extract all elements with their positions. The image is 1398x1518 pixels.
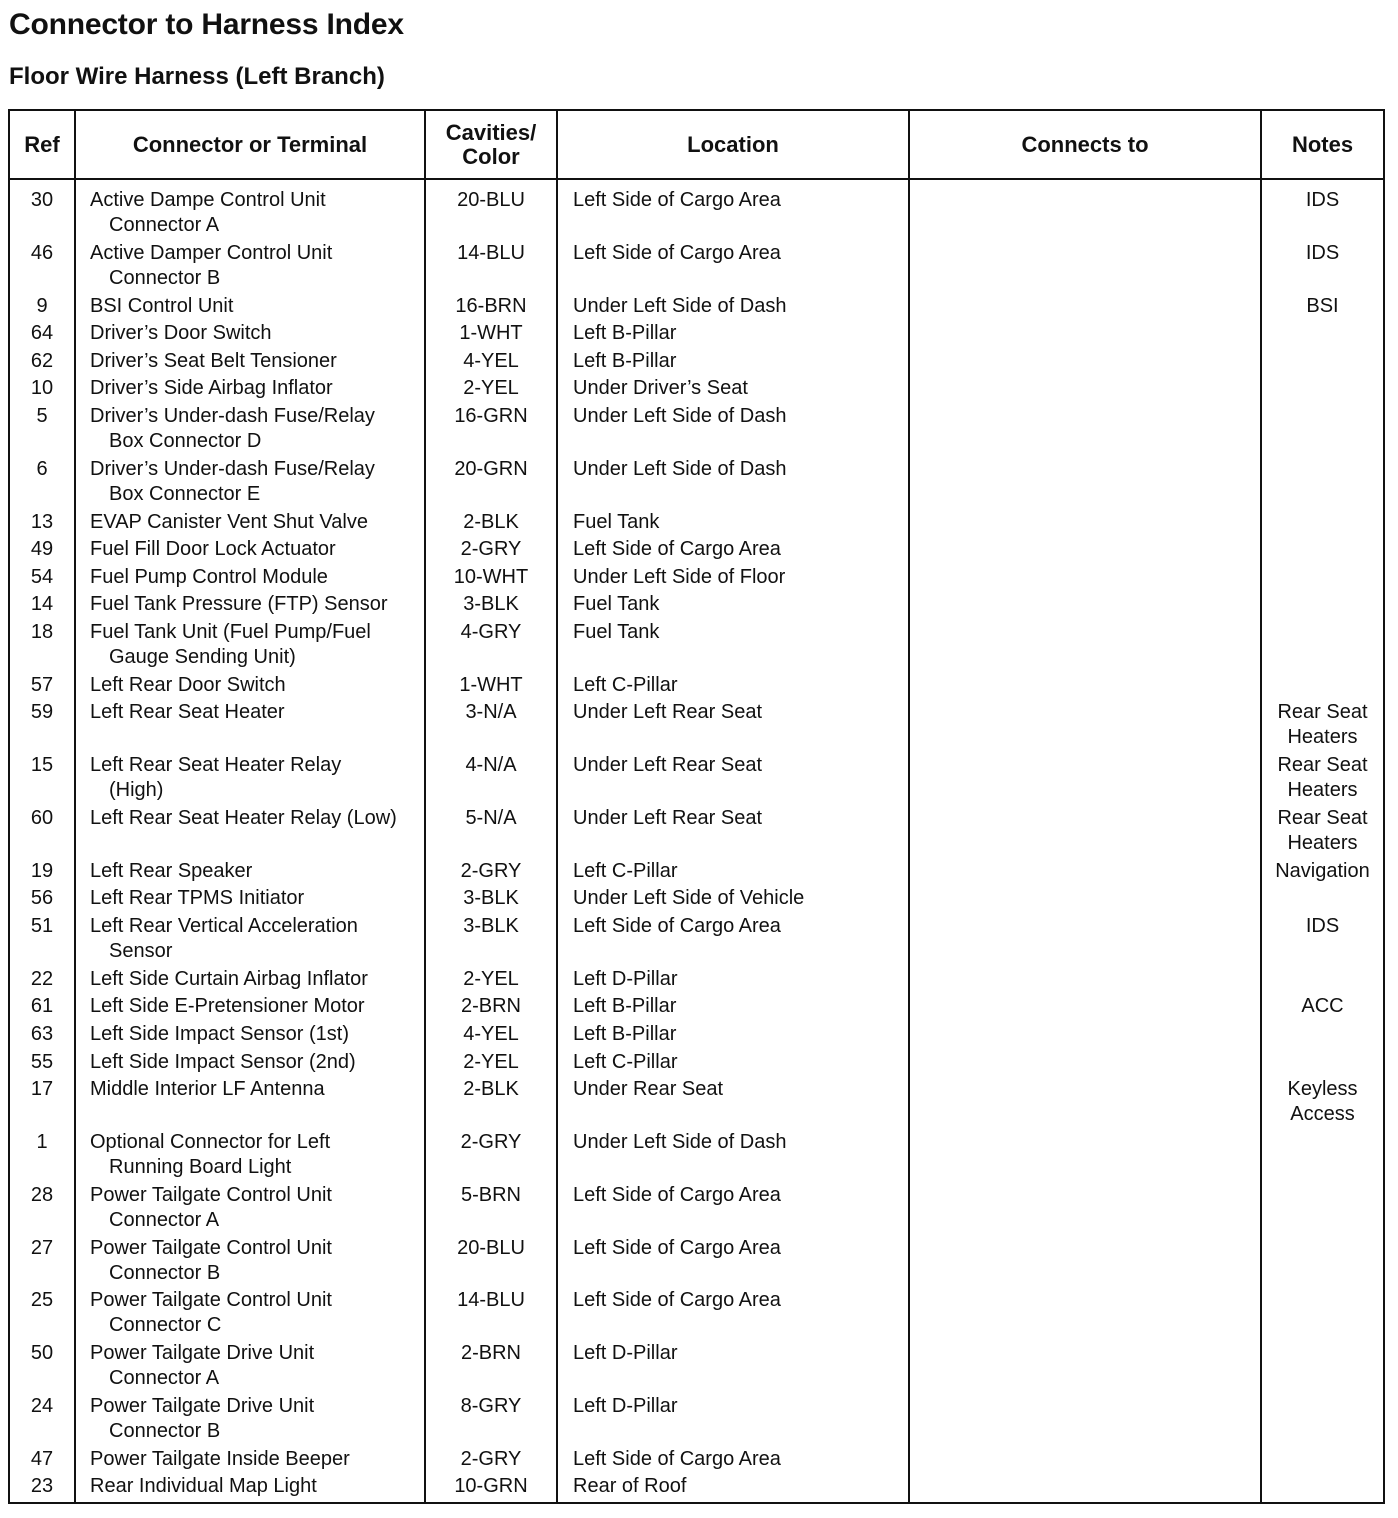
cavities-color-cell: 2-GRY	[460, 1447, 522, 1470]
cavities-color-cell: 3-BLK	[463, 915, 519, 937]
ref-cell: 50	[30, 1342, 54, 1365]
connector-cell	[90, 457, 430, 507]
ref-cell: 6	[36, 457, 48, 480]
connector-line-1: Fuel Pump Control Module	[90, 565, 328, 588]
cavities-color-cell: 2-YEL	[463, 1050, 519, 1073]
connector-line-1: Left Rear Door Switch	[90, 673, 286, 696]
connector-line-2: Connector A	[109, 214, 220, 236]
connector-line-1: Power Tailgate Drive Unit	[90, 1395, 315, 1417]
location-cell: Fuel Tank	[573, 621, 660, 643]
connector-cell	[90, 188, 430, 238]
cavities-color-cell: 10-WHT	[453, 565, 529, 588]
ref-cell: 56	[30, 887, 54, 910]
table-row	[10, 665, 1383, 696]
header-connects-to: Connects to	[1021, 131, 1149, 157]
connector-line-2: Connector B	[109, 1420, 221, 1442]
notes-cell: IDS	[1305, 915, 1340, 937]
table-row	[10, 986, 1383, 1018]
location-cell: Left D-Pillar	[573, 1342, 678, 1365]
connector-line-1: Driver’s Side Airbag Inflator	[90, 377, 333, 400]
location-cell: Left C-Pillar	[573, 859, 678, 882]
ref-cell: 1	[36, 1131, 48, 1153]
notes-cell: Rear Seat Heaters	[1277, 701, 1368, 749]
connector-line-1: Rear Individual Map Light	[90, 1475, 317, 1498]
connector-line-1: EVAP Canister Vent Shut Valve	[90, 510, 368, 533]
location-cell: Left Side of Cargo Area	[573, 915, 781, 937]
notes-cell: Navigation	[1275, 859, 1370, 882]
connector-cell	[90, 806, 430, 831]
location-cell: Left Side of Cargo Area	[573, 1236, 781, 1259]
header-location: Location	[687, 131, 779, 157]
location-cell: Under Left Side of Dash	[573, 294, 787, 317]
connector-line-1: Power Tailgate Drive Unit	[90, 1342, 315, 1365]
connector-line-2: Box Connector E	[109, 482, 261, 505]
location-cell: Left Side of Cargo Area	[573, 538, 781, 561]
connector-line-1: Left Rear Seat Heater Relay (Low)	[90, 807, 397, 829]
ref-cell: 10	[30, 377, 54, 400]
header-ref: Ref	[24, 131, 60, 157]
connector-cell	[90, 1288, 430, 1338]
connector-line-1: Power Tailgate Control Unit	[90, 1289, 332, 1312]
ref-cell: 18	[30, 621, 54, 643]
location-cell: Left Side of Cargo Area	[573, 1289, 781, 1312]
connector-line-1: Active Dampe Control Unit	[90, 189, 326, 211]
connector-line-1: Middle Interior LF Antenna	[90, 1078, 325, 1101]
location-cell: Under Left Rear Seat	[573, 701, 762, 724]
connector-line-2: Running Board Light	[109, 1156, 292, 1178]
connector-line-1: Power Tailgate Control Unit	[90, 1236, 332, 1259]
table-row	[10, 368, 1383, 400]
ref-cell: 19	[30, 859, 54, 882]
location-cell: Left B-Pillar	[573, 349, 677, 372]
connector-line-2: Box Connector D	[109, 430, 262, 452]
location-cell: Left B-Pillar	[573, 1023, 677, 1045]
connector-line-1: Left Side Curtain Airbag Inflator	[90, 967, 368, 990]
cavities-color-cell: 2-YEL	[463, 377, 519, 400]
connector-line-1: Driver’s Under-dash Fuse/Relay	[90, 405, 375, 427]
cavities-color-cell: 5-N/A	[465, 807, 517, 829]
table-row	[10, 529, 1383, 561]
cavities-color-cell: 20-BLU	[457, 1236, 525, 1259]
cavities-color-cell: 5-BRN	[460, 1183, 521, 1206]
location-cell: Fuel Tank	[573, 593, 660, 616]
cavities-color-cell: 10-GRN	[454, 1475, 528, 1498]
location-cell: Under Left Side of Floor	[573, 565, 786, 588]
location-cell: Left Side of Cargo Area	[573, 1447, 781, 1470]
notes-cell: IDS	[1305, 241, 1340, 264]
notes-cell: BSI	[1306, 294, 1339, 317]
table-row	[10, 692, 1383, 749]
table-row	[10, 557, 1383, 588]
table-row	[10, 1069, 1383, 1126]
connector-line-1: Driver’s Seat Belt Tensioner	[90, 349, 337, 372]
location-cell: Left B-Pillar	[573, 322, 677, 345]
table-row	[10, 612, 1383, 668]
ref-cell: 14	[30, 593, 54, 616]
connector-line-1: Fuel Tank Pressure (FTP) Sensor	[90, 593, 388, 616]
header-connector: Connector or Terminal	[132, 131, 368, 157]
notes-cell: ACC	[1301, 995, 1344, 1018]
connector-line-1: Left Rear Speaker	[90, 859, 253, 882]
cavities-color-cell: 2-BRN	[460, 995, 521, 1018]
connector-line-1: Driver’s Under-dash Fuse/Relay	[90, 457, 375, 480]
table-header	[10, 111, 1383, 180]
ref-cell: 13	[30, 510, 54, 533]
table-row	[10, 341, 1383, 372]
cavities-color-cell: 8-GRY	[460, 1395, 522, 1417]
connector-cell	[90, 1341, 430, 1391]
ref-cell: 22	[30, 967, 54, 990]
connector-line-1: Left Side E-Pretensioner Motor	[90, 995, 365, 1018]
cavities-color-cell: 2-BRN	[460, 1342, 521, 1365]
connector-cell	[90, 914, 430, 964]
cavities-color-cell: 16-GRN	[454, 405, 528, 427]
cavities-color-cell: 2-GRY	[460, 859, 522, 882]
connector-line-2: Connector A	[109, 1367, 220, 1390]
ref-cell: 62	[30, 349, 54, 372]
table-row	[10, 1466, 1383, 1498]
location-cell: Under Left Rear Seat	[573, 807, 762, 829]
connector-cell	[90, 1130, 430, 1180]
ref-cell: 17	[30, 1078, 54, 1101]
ref-cell: 23	[30, 1475, 54, 1498]
harness-table	[8, 109, 1385, 1504]
notes-cell: IDS	[1305, 189, 1340, 211]
location-cell: Under Driver’s Seat	[573, 377, 748, 400]
connector-line-1: Fuel Fill Door Lock Actuator	[90, 538, 336, 561]
header-cavities-color: Cavities/ Color	[445, 119, 537, 169]
ref-cell: 59	[30, 701, 54, 724]
location-cell: Left Side of Cargo Area	[573, 1183, 781, 1206]
table-row	[10, 1175, 1383, 1231]
connector-line-1: Left Rear Seat Heater Relay	[90, 754, 342, 777]
cavities-color-cell: 4-GRY	[460, 621, 522, 643]
table-row	[10, 502, 1383, 533]
connector-line-1: Left Rear Vertical Acceleration	[90, 915, 358, 937]
table-row	[10, 798, 1383, 854]
connector-cell	[90, 1077, 430, 1102]
section-subtitle: Floor Wire Harness (Left Branch)	[9, 63, 385, 90]
ref-cell: 15	[30, 754, 54, 777]
table-row	[10, 1386, 1383, 1442]
connector-line-1: Left Side Impact Sensor (1st)	[90, 1023, 350, 1045]
connector-line-1: Driver’s Door Switch	[90, 322, 272, 345]
table-row	[10, 396, 1383, 452]
notes-cell: Rear Seat Heaters	[1277, 807, 1368, 854]
location-cell: Under Left Side of Vehicle	[573, 887, 805, 910]
connector-line-2: Connector A	[109, 1208, 220, 1231]
connector-line-2: Sensor	[109, 940, 173, 962]
table-row	[10, 1228, 1383, 1284]
cavities-color-cell: 20-GRN	[454, 457, 528, 480]
ref-cell: 9	[36, 294, 48, 317]
ref-cell: 25	[30, 1289, 54, 1312]
connector-line-2: Connector B	[109, 1261, 221, 1284]
ref-cell: 63	[30, 1023, 54, 1045]
location-cell: Fuel Tank	[573, 510, 660, 533]
cavities-color-cell: 4-YEL	[463, 1023, 519, 1045]
table-row	[10, 959, 1383, 990]
location-cell: Left D-Pillar	[573, 967, 678, 990]
ref-cell: 27	[30, 1236, 54, 1259]
ref-cell: 61	[30, 995, 54, 1018]
location-cell: Left Side of Cargo Area	[573, 241, 781, 264]
table-row	[10, 851, 1383, 882]
table-row	[10, 1439, 1383, 1470]
connector-cell	[90, 620, 430, 670]
location-cell: Left C-Pillar	[573, 673, 678, 696]
cavities-color-cell: 3-BLK	[463, 593, 519, 616]
connector-line-1: Power Tailgate Inside Beeper	[90, 1447, 350, 1470]
connector-line-2: Connector C	[109, 1314, 222, 1337]
cavities-color-cell: 2-GRY	[460, 1131, 522, 1153]
cavities-color-cell: 1-WHT	[459, 322, 523, 345]
cavities-color-cell: 2-BLK	[463, 510, 519, 533]
connector-line-1: Power Tailgate Control Unit	[90, 1183, 332, 1206]
cavities-color-cell: 2-BLK	[463, 1078, 519, 1101]
connector-line-1: Active Damper Control Unit	[90, 241, 333, 264]
ref-cell: 60	[30, 807, 54, 829]
connector-line-1: Left Side Impact Sensor (2nd)	[90, 1050, 356, 1073]
location-cell: Left D-Pillar	[573, 1395, 678, 1417]
table-row	[10, 286, 1383, 317]
ref-cell: 28	[30, 1183, 54, 1206]
connector-cell	[90, 241, 430, 291]
cavities-color-cell: 3-N/A	[465, 701, 517, 724]
ref-cell: 55	[30, 1050, 54, 1073]
connector-line-1: Left Rear TPMS Initiator	[90, 887, 305, 910]
connector-line-1: Left Rear Seat Heater	[90, 701, 285, 724]
connector-line-2: Gauge Sending Unit)	[109, 646, 296, 668]
table-row	[10, 233, 1383, 289]
connector-cell	[90, 753, 430, 803]
table-row	[10, 906, 1383, 962]
ref-cell: 64	[30, 322, 54, 345]
ref-cell: 47	[30, 1447, 54, 1470]
location-cell: Under Left Side of Dash	[573, 1131, 787, 1153]
table-row	[10, 313, 1383, 345]
table-row	[10, 878, 1383, 910]
table-row	[10, 449, 1383, 505]
connector-cell	[90, 700, 430, 725]
ref-cell: 57	[30, 673, 54, 696]
location-cell: Left Side of Cargo Area	[573, 189, 781, 211]
ref-cell: 51	[30, 915, 54, 937]
table-row	[10, 584, 1383, 616]
connector-line-1: Fuel Tank Unit (Fuel Pump/Fuel	[90, 621, 371, 643]
cavities-color-cell: 14-BLU	[457, 241, 525, 264]
location-cell: Left B-Pillar	[573, 995, 677, 1018]
cavities-color-cell: 16-BRN	[455, 294, 527, 317]
connector-line-1: Optional Connector for Left	[90, 1131, 331, 1153]
connector-cell	[90, 1474, 430, 1499]
cavities-color-cell: 2-GRY	[460, 538, 522, 561]
connector-line-1: BSI Control Unit	[90, 294, 234, 317]
cavities-color-cell: 1-WHT	[459, 673, 523, 696]
cavities-color-cell: 4-YEL	[463, 349, 519, 372]
ref-cell: 5	[36, 405, 48, 427]
table-row	[10, 1280, 1383, 1337]
location-cell: Under Left Side of Dash	[573, 457, 787, 480]
location-cell: Left C-Pillar	[573, 1050, 678, 1073]
ref-cell: 30	[30, 189, 54, 211]
location-cell: Under Left Side of Dash	[573, 405, 787, 427]
table-row	[10, 745, 1383, 802]
location-cell: Under Left Rear Seat	[573, 754, 762, 777]
ref-cell: 49	[30, 538, 54, 561]
table-row	[10, 180, 1383, 236]
cavities-color-cell: 4-N/A	[465, 754, 517, 777]
connector-cell	[90, 1236, 430, 1286]
connector-line-2: Connector B	[109, 266, 221, 289]
connector-cell	[90, 404, 430, 454]
cavities-color-cell: 2-YEL	[463, 967, 519, 990]
location-cell: Under Rear Seat	[573, 1078, 724, 1101]
table-row	[10, 1122, 1383, 1178]
table-row	[10, 1333, 1383, 1390]
ref-cell: 24	[30, 1395, 54, 1417]
cavities-color-cell: 14-BLU	[457, 1289, 525, 1312]
header-notes: Notes	[1291, 131, 1354, 157]
page-title: Connector to Harness Index	[9, 8, 404, 41]
connector-cell	[90, 1394, 430, 1444]
table-row	[10, 1042, 1383, 1073]
ref-cell: 54	[30, 565, 54, 588]
table-row	[10, 1014, 1383, 1045]
connector-line-2: (High)	[109, 779, 164, 802]
notes-cell: Rear Seat Heaters	[1277, 754, 1368, 802]
notes-cell: Keyless Access	[1287, 1078, 1358, 1126]
cavities-color-cell: 20-BLU	[457, 189, 525, 211]
location-cell: Rear of Roof	[573, 1475, 687, 1498]
cavities-color-cell: 3-BLK	[463, 887, 519, 910]
ref-cell: 46	[30, 241, 54, 264]
connector-cell	[90, 1183, 430, 1233]
